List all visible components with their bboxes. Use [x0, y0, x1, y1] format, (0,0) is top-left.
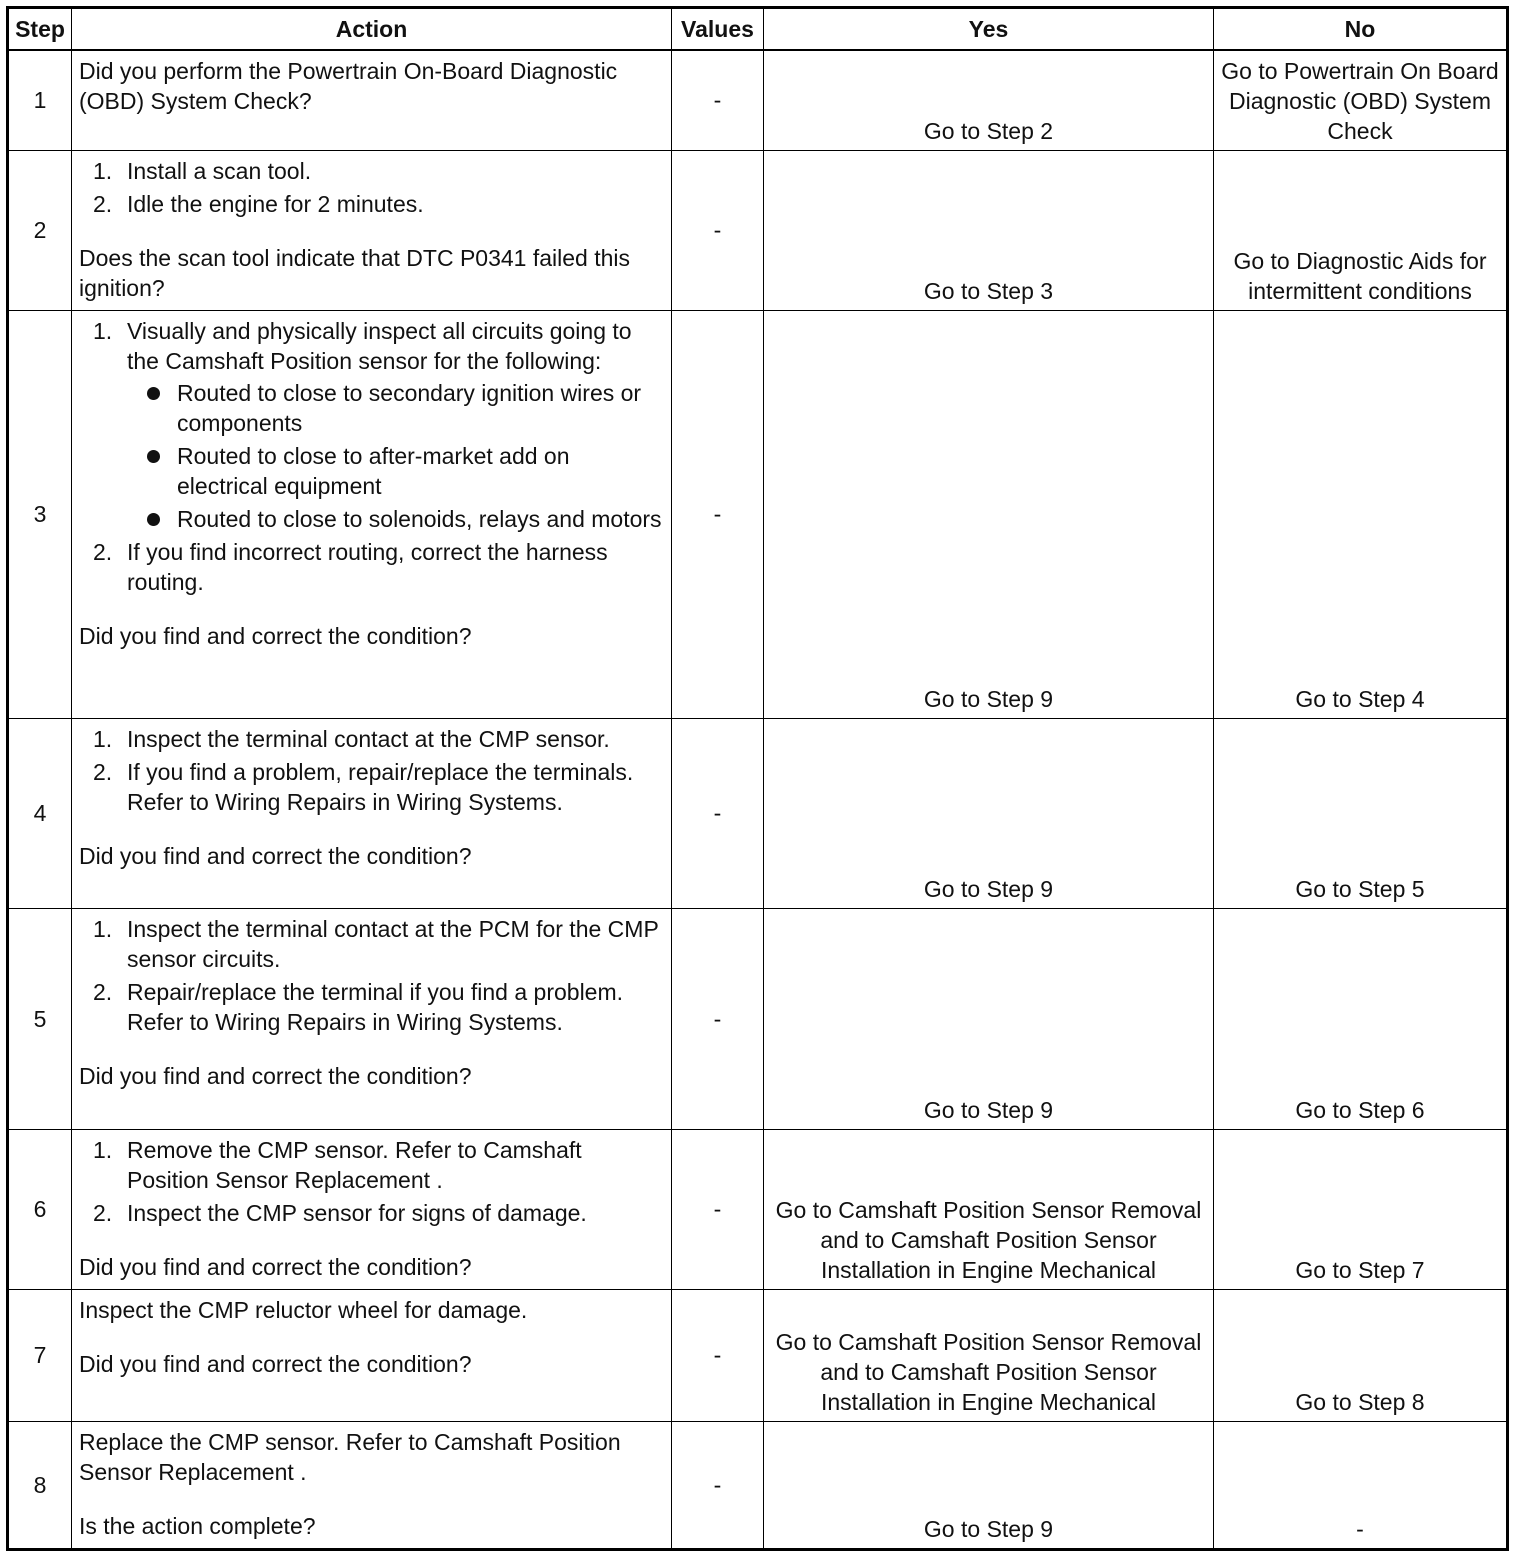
- yes-cell: Go to Step 9: [764, 1421, 1214, 1549]
- bullet-item: Routed to close to secondary ignition wires or components: [127, 378, 665, 438]
- no-cell: Go to Diagnostic Aids for intermittent conditions: [1214, 150, 1508, 310]
- table-row: [8, 718, 1508, 908]
- values-cell: -: [672, 1129, 764, 1289]
- values-cell: -: [672, 1421, 764, 1549]
- table-row: [8, 150, 1508, 310]
- yes-cell: Go to Step 9: [764, 310, 1214, 718]
- action-step: 2. Inspect the CMP sensor for signs of damage.: [93, 1199, 587, 1226]
- action-cell: [72, 1289, 672, 1421]
- values-cell: -: [672, 150, 764, 310]
- no-cell: -: [1214, 1421, 1508, 1549]
- header-no: No: [1214, 8, 1508, 51]
- table-row: [8, 1421, 1508, 1549]
- action-step: 2. Idle the engine for 2 minutes.: [93, 190, 424, 217]
- table-row: [8, 1129, 1508, 1289]
- action-steps: [79, 914, 665, 1037]
- table-row: [8, 310, 1508, 718]
- values-cell: -: [672, 310, 764, 718]
- yes-cell: Go to Camshaft Position Sensor Removal and to Camshaft Position Sensor Installation in Engine Mechanical: [764, 1129, 1214, 1289]
- action-steps: [79, 724, 665, 817]
- no-cell: Go to Step 8: [1214, 1289, 1508, 1421]
- step-number: 5: [8, 908, 72, 1129]
- action-cell: [72, 1129, 672, 1289]
- no-cell: Go to Step 5: [1214, 718, 1508, 908]
- action-cell: [72, 908, 672, 1129]
- no-cell: Go to Step 7: [1214, 1129, 1508, 1289]
- action-question: Did you find and correct the condition?: [79, 1350, 472, 1377]
- step-number: 4: [8, 718, 72, 908]
- bullet-item: Routed to close to solenoids, relays and motors: [127, 504, 665, 534]
- values-cell: -: [672, 1289, 764, 1421]
- bullet-item: Routed to close to after-market add on electrical equipment: [127, 441, 665, 501]
- values-cell: -: [672, 50, 764, 150]
- action-step: 1. Remove the CMP sensor. Refer to Camshaft Position Sensor Replacement .: [93, 1136, 582, 1193]
- header-row: [8, 8, 1508, 51]
- step-number: 1: [8, 50, 72, 150]
- yes-cell: Go to Step 3: [764, 150, 1214, 310]
- action-cell: [72, 718, 672, 908]
- action-text: Inspect the CMP reluctor wheel for damage.: [79, 1296, 528, 1323]
- header-yes: Yes: [764, 8, 1214, 51]
- step-number: 6: [8, 1129, 72, 1289]
- action-step: 1. Inspect the terminal contact at the PCM for the CMP sensor circuits.: [93, 915, 659, 972]
- diagnostic-table: [6, 6, 1509, 1551]
- step-number: 3: [8, 310, 72, 718]
- bullet-icon: [147, 513, 160, 526]
- step-number: 2: [8, 150, 72, 310]
- action-step: 2. Repair/replace the terminal if you find a problem. Refer to Wiring Repairs in Wiring Systems.: [93, 978, 624, 1035]
- values-cell: -: [672, 718, 764, 908]
- header-values: Values: [672, 8, 764, 51]
- action-question: Did you find and correct the condition?: [79, 842, 472, 869]
- action-step: 1. Visually and physically inspect all circuits going to the Camshaft Position sensor for the following: Routed to close to secondary ignition wires or components Routed to close to after-market add on electrical equipment Routed to close to solenoids, relays and motors: [79, 316, 665, 534]
- values-cell: -: [672, 908, 764, 1129]
- action-cell: [72, 50, 672, 150]
- no-cell: Go to Step 6: [1214, 908, 1508, 1129]
- action-text: Replace the CMP sensor. Refer to Camshaft Position Sensor Replacement .: [79, 1428, 621, 1485]
- action-cell: [72, 150, 672, 310]
- action-question: Did you find and correct the condition?: [79, 622, 472, 649]
- step-number: 7: [8, 1289, 72, 1421]
- yes-cell: Go to Step 2: [764, 50, 1214, 150]
- table-row: [8, 908, 1508, 1129]
- action-step: 2. If you find incorrect routing, correct the harness routing.: [93, 538, 608, 595]
- no-cell: Go to Step 4: [1214, 310, 1508, 718]
- yes-cell: Go to Step 9: [764, 718, 1214, 908]
- bullet-icon: [147, 387, 160, 400]
- action-question: Does the scan tool indicate that DTC P0341 failed this ignition?: [79, 244, 631, 301]
- action-cell: [72, 310, 672, 718]
- step-number: 8: [8, 1421, 72, 1549]
- action-step: 1. Inspect the terminal contact at the CMP sensor.: [93, 725, 610, 752]
- table-row: [8, 50, 1508, 150]
- bullet-icon: [147, 450, 160, 463]
- yes-cell: Go to Step 9: [764, 908, 1214, 1129]
- action-step: 1. Install a scan tool.: [93, 157, 312, 184]
- action-question: Is the action complete?: [79, 1512, 316, 1539]
- header-step: Step: [8, 8, 72, 51]
- action-question: Did you find and correct the condition?: [79, 1062, 472, 1089]
- header-action: Action: [72, 8, 672, 51]
- action-steps: [79, 316, 665, 597]
- action-cell: [72, 1421, 672, 1549]
- action-text: Did you perform the Powertrain On-Board Diagnostic (OBD) System Check?: [79, 58, 618, 114]
- action-question: Did you find and correct the condition?: [79, 1253, 472, 1280]
- action-steps: [79, 156, 665, 219]
- action-step: 2. If you find a problem, repair/replace the terminals. Refer to Wiring Repairs in Wiring Systems.: [93, 758, 634, 815]
- action-steps: [79, 1135, 665, 1228]
- no-cell: Go to Powertrain On Board Diagnostic (OBD) System Check: [1214, 50, 1508, 150]
- yes-cell: Go to Camshaft Position Sensor Removal and to Camshaft Position Sensor Installation in Engine Mechanical: [764, 1289, 1214, 1421]
- bullet-list: [127, 378, 665, 534]
- table-row: [8, 1289, 1508, 1421]
